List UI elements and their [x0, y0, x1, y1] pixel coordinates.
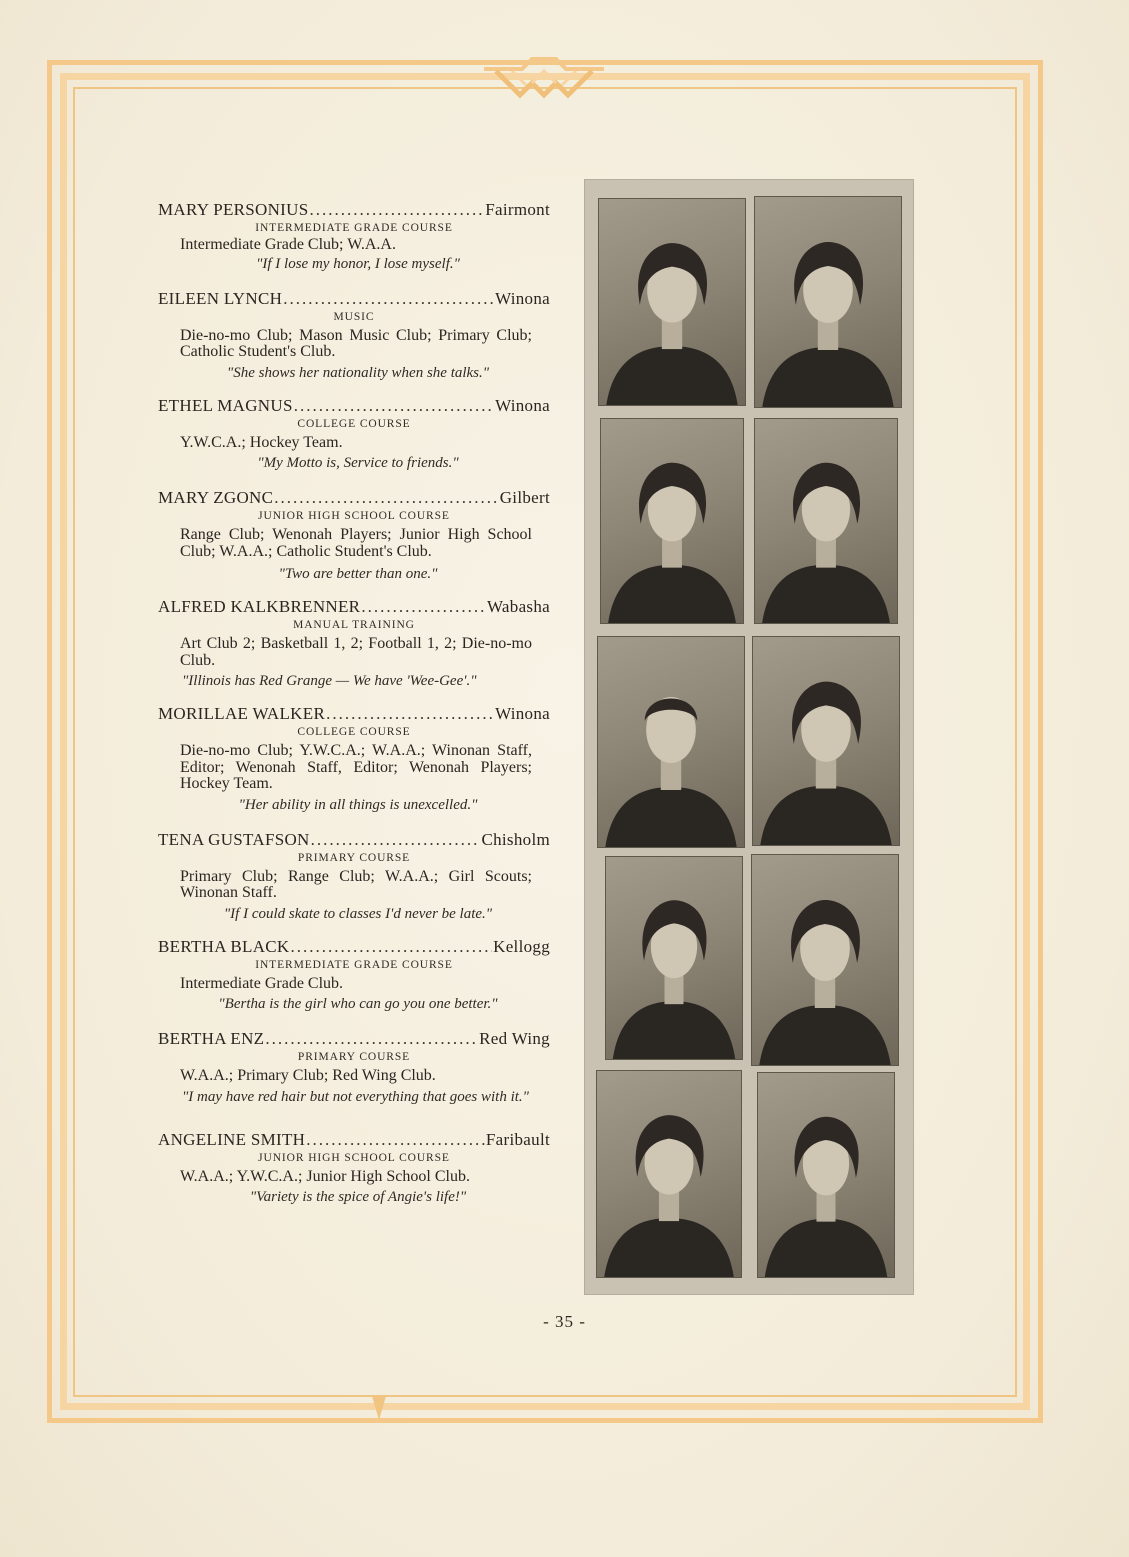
student-activities: Die-no-mo Club; Y.W.C.A.; W.A.A.; Winonan Staff, Editor; Wenonah Staff, Editor; Wenonah Players; Hockey Team. — [180, 742, 532, 792]
student-name: BERTHA BLACK — [158, 936, 290, 956]
student-name: ANGELINE SMITH — [158, 1129, 306, 1149]
student-name: ETHEL MAGNUS — [158, 395, 293, 415]
student-hometown: Kellogg — [493, 936, 550, 956]
student-hometown: Winona — [495, 704, 550, 723]
portrait-woman-icon — [606, 857, 742, 1059]
portrait-photo — [600, 418, 744, 624]
student-activities: W.A.A.; Primary Club; Red Wing Club. — [180, 1067, 436, 1084]
portrait-woman-icon — [753, 637, 899, 845]
student-hometown: Fairmont — [485, 200, 550, 219]
student-name: MORILLAE WALKER — [158, 704, 326, 723]
portrait-woman-icon — [752, 855, 898, 1065]
student-course: PRIMARY COURSE — [297, 851, 411, 864]
student-course: COLLEGE COURSE — [297, 726, 411, 738]
student-course: JUNIOR HIGH SCHOOL COURSE — [258, 1151, 450, 1164]
student-quote: "Her ability in all things is unexcelled." — [238, 796, 478, 813]
student-activities: Art Club 2; Basketball 1, 2; Football 1, 2; Die-no-mo Club. — [180, 635, 532, 669]
student-quote: "I may have red hair but not everything that goes with it." — [182, 1088, 529, 1105]
student-course: PRIMARY COURSE — [297, 1051, 411, 1063]
student-activities: W.A.A.; Y.W.C.A.; Junior High School Club. — [180, 1167, 470, 1185]
entry-eileen-lynch — [158, 289, 550, 382]
student-name: EILEEN LYNCH — [158, 288, 283, 308]
student-quote: "Illinois has Red Grange — We have 'Wee-Gee'." — [182, 673, 477, 689]
student-hometown: Winona — [495, 288, 550, 308]
student-activities: Intermediate Grade Club. — [180, 974, 344, 992]
student-quote: "My Motto is, Service to friends." — [257, 455, 459, 471]
entry-bertha-black — [158, 937, 550, 1014]
student-quote: "Variety is the spice of Angie's life!" — [249, 1189, 467, 1205]
student-activities: Y.W.C.A.; Hockey Team. — [180, 433, 343, 451]
student-course: MUSIC — [333, 310, 375, 323]
portrait-panel — [584, 179, 914, 1295]
student-activities: Primary Club; Range Club; W.A.A.; Girl Scouts; Winonan Staff. — [180, 867, 532, 901]
portrait-photo — [597, 636, 745, 848]
portrait-woman-icon — [758, 1073, 894, 1277]
entry-mary-zgonc — [158, 488, 550, 583]
student-name: TENA GUSTAFSON — [158, 829, 310, 849]
student-hometown: Faribault — [485, 1129, 550, 1149]
student-hometown: Red Wing — [479, 1029, 550, 1048]
student-course: MANUAL TRAINING — [293, 619, 415, 631]
border-tick-icon — [368, 1396, 390, 1422]
student-course: INTERMEDIATE GRADE COURSE — [255, 958, 453, 971]
student-quote: "Bertha is the girl who can go you one better." — [218, 996, 498, 1012]
portrait-photo — [757, 1072, 895, 1278]
student-course: COLLEGE COURSE — [297, 417, 411, 430]
portrait-photo — [598, 198, 746, 406]
entry-alfred-kalkbrenner — [158, 597, 550, 690]
student-course: INTERMEDIATE GRADE COURSE — [255, 222, 453, 234]
student-name: ALFRED KALKBRENNER — [158, 597, 361, 616]
entry-ethel-magnus — [158, 396, 550, 473]
student-activities: Intermediate Grade Club; W.A.A. — [180, 236, 396, 253]
student-name: BERTHA ENZ — [158, 1029, 265, 1048]
portrait-photo — [751, 854, 899, 1066]
student-hometown: Gilbert — [499, 488, 550, 507]
student-quote: "If I lose my honor, I lose myself." — [256, 255, 460, 272]
portrait-photo — [754, 418, 898, 624]
student-hometown: Wabasha — [486, 597, 550, 616]
student-hometown: Winona — [495, 395, 550, 415]
student-name: MARY ZGONC — [158, 488, 274, 507]
student-activities: Die-no-mo Club; Mason Music Club; Primary Club; Catholic Student's Club. — [180, 326, 532, 360]
student-activities: Range Club; Wenonah Players; Junior High School Club; W.A.A.; Catholic Student's Club. — [180, 526, 532, 560]
student-name: MARY PERSONIUS — [158, 200, 309, 219]
portrait-photo — [754, 196, 902, 408]
student-entries — [158, 196, 550, 1206]
entry-bertha-enz — [158, 1029, 550, 1106]
portrait-man-icon — [598, 637, 744, 847]
portrait-photo — [596, 1070, 742, 1278]
portrait-photo — [605, 856, 743, 1060]
portrait-woman-icon — [599, 199, 745, 405]
portrait-woman-icon — [601, 419, 743, 623]
entry-mary-personius — [158, 200, 550, 273]
portrait-photo — [752, 636, 900, 846]
entry-tena-gustafson — [158, 830, 550, 923]
entry-angeline-smith — [158, 1130, 550, 1207]
entry-morillae-walker — [158, 704, 550, 814]
portrait-woman-icon — [755, 419, 897, 623]
student-quote: "If I could skate to classes I'd never be late." — [223, 905, 493, 922]
student-course: JUNIOR HIGH SCHOOL COURSE — [258, 510, 450, 522]
page-number: - 35 - — [543, 1312, 586, 1331]
portrait-woman-icon — [755, 197, 901, 407]
student-hometown: Chisholm — [481, 829, 550, 849]
portrait-woman-icon — [597, 1071, 741, 1277]
student-quote: "Two are better than one." — [278, 566, 438, 582]
w-emblem-icon — [482, 55, 606, 103]
student-quote: "She shows her nationality when she talks." — [226, 364, 490, 381]
